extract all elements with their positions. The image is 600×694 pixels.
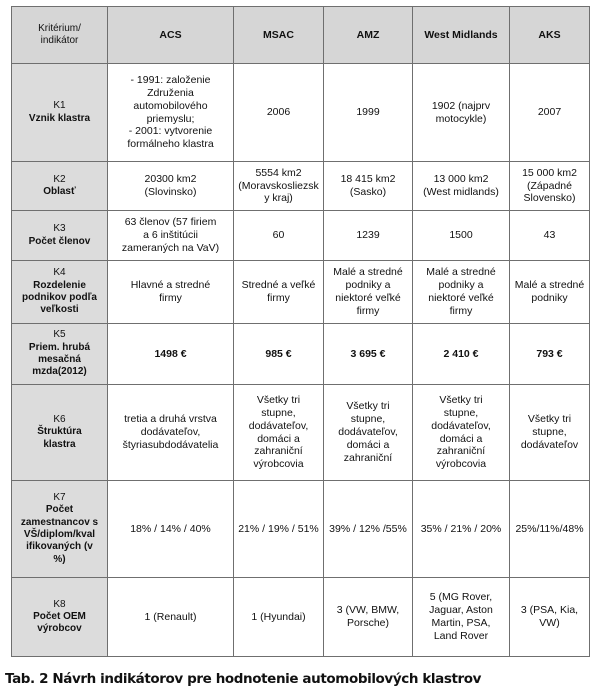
row-header (12, 162, 108, 211)
table-cell: Všetky tri stupne, dodávateľov, domáci a zahraniční výrobcovia (413, 385, 510, 481)
header-criterion: Kritérium/ indikátor (12, 7, 108, 64)
table-cell: 1239 (324, 211, 413, 261)
row-header (12, 578, 108, 657)
table-row (12, 162, 590, 211)
table-cell: 1498 € (108, 324, 234, 385)
table-cell: 39% / 12% /55% (324, 481, 413, 578)
table-cell: 15 000 km2 (Západné Slovensko) (510, 162, 590, 211)
table-cell: 13 000 km2 (West midlands) (413, 162, 510, 211)
table-cell: 18% / 14% / 40% (108, 481, 234, 578)
table-row (12, 385, 590, 481)
row-code: K3 (53, 223, 66, 235)
row-label: Štruktúra klastra (37, 426, 82, 450)
row-code: K4 (53, 267, 66, 279)
header-column: ACS (108, 7, 234, 64)
row-label: Priem. hrubá mesačná mzda(2012) (28, 341, 91, 378)
table-cell: 5554 km2 (Moravskosliezsk y kraj) (234, 162, 324, 211)
table-cell: 2006 (234, 64, 324, 162)
table-cell: 2 410 € (413, 324, 510, 385)
table-row (12, 324, 590, 385)
header-column: AKS (510, 7, 590, 64)
table-cell: 793 € (510, 324, 590, 385)
header-column: MSAC (234, 7, 324, 64)
row-header (12, 211, 108, 261)
table-cell: 43 (510, 211, 590, 261)
table-cell: 1999 (324, 64, 413, 162)
row-code: K2 (53, 173, 66, 185)
header-column: West Midlands (413, 7, 510, 64)
table-cell: Hlavné a stredné firmy (108, 261, 234, 324)
row-label: Počet členov (28, 235, 91, 247)
table-row (12, 261, 590, 324)
row-code: K5 (53, 329, 66, 341)
header-column: AMZ (324, 7, 413, 64)
table-cell: 3 (VW, BMW, Porsche) (324, 578, 413, 657)
table-cell: tretia a druhá vrstva dodávateľov, štyriasubdodávatelia (108, 385, 234, 481)
table-cell: 1902 (najprv motocykle) (413, 64, 510, 162)
table-row (12, 64, 590, 162)
table-cell: 60 (234, 211, 324, 261)
row-header (12, 261, 108, 324)
table-cell: - 1991: založenie Združenia automobilového priemyslu; - 2001: vytvorenie formálneho klastra (108, 64, 234, 162)
row-code: K1 (53, 100, 66, 112)
table-cell: Malé a stredné podniky a niektoré veľké firmy (324, 261, 413, 324)
row-label: Vznik klastra (28, 112, 91, 124)
table-cell: 1 (Renault) (108, 578, 234, 657)
table-cell: Všetky tri stupne, dodávateľov, domáci a zahraniční výrobcovia (234, 385, 324, 481)
table-cell: 5 (MG Rover, Jaguar, Aston Martin, PSA, Land Rover (413, 578, 510, 657)
table-row (12, 578, 590, 657)
row-code: K8 (53, 598, 66, 610)
row-label: Počet zamestnancov s VŠ/diplom/kval ifikovaných (v %) (20, 504, 99, 565)
indicator-table (11, 6, 590, 657)
row-label: Počet OEM výrobcov (33, 610, 86, 635)
row-header (12, 481, 108, 578)
table-cell: 18 415 km2 (Sasko) (324, 162, 413, 211)
row-header (12, 64, 108, 162)
table-cell: 63 členov (57 firiem a 6 inštitúcii zameraných na VaV) (108, 211, 234, 261)
table-cell: 985 € (234, 324, 324, 385)
table-cell: 3 695 € (324, 324, 413, 385)
table-cell: Stredné a veľké firmy (234, 261, 324, 324)
row-header (12, 385, 108, 481)
table-row (12, 481, 590, 578)
table-caption: Tab. 2 Návrh indikátorov pre hodnotenie automobilových klastrov (5, 671, 482, 687)
table-cell: 21% / 19% / 51% (234, 481, 324, 578)
table-cell: Všetky tri stupne, dodávateľov, domáci a zahraniční (324, 385, 413, 481)
table-cell: 1 (Hyundai) (234, 578, 324, 657)
table-cell: Malé a stredné podniky a niektoré veľké firmy (413, 261, 510, 324)
table-cell: 35% / 21% / 20% (413, 481, 510, 578)
table-cell: 3 (PSA, Kia, VW) (510, 578, 590, 657)
table-cell: 2007 (510, 64, 590, 162)
row-label: Rozdelenie podnikov podľa veľkosti (22, 279, 97, 316)
table-cell: Malé a stredné podniky (510, 261, 590, 324)
row-code: K7 (53, 492, 66, 504)
row-code: K6 (53, 414, 66, 426)
header-row (12, 7, 590, 64)
table-cell: 1500 (413, 211, 510, 261)
table-cell: 20300 km2 (Slovinsko) (108, 162, 234, 211)
row-label: Oblasť (43, 186, 76, 197)
table-cell: 25%/11%/48% (510, 481, 590, 578)
row-header (12, 324, 108, 385)
table-row (12, 211, 590, 261)
table-cell: Všetky tri stupne, dodávateľov (510, 385, 590, 481)
